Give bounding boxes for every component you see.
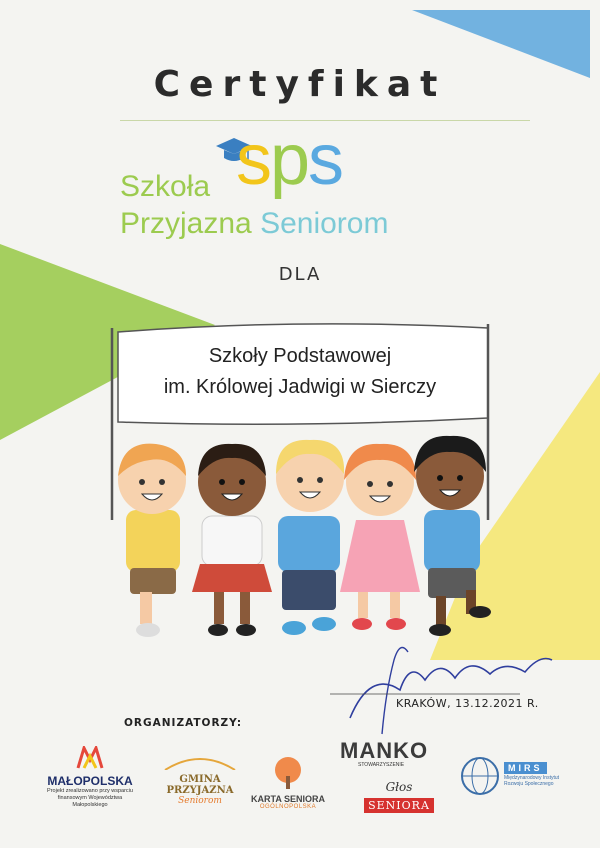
child-2 [192, 444, 272, 636]
malopolska-logo: MAŁOPOLSKA Projekt zrealizowano przy wsparciu finansowym Województwa Małopolskiego [36, 746, 144, 809]
mirs-logo: MIRS Międzynarodowy Instytut Rozwoju Społecznego [460, 756, 580, 787]
signature [330, 630, 560, 740]
recipient-line-1: Szkoły Podstawowej [208, 345, 392, 367]
sunrise-icon [155, 752, 245, 770]
child-5 [414, 436, 491, 636]
glos-seniora-logo: Głos SENIORA [354, 780, 444, 813]
gmina-przyjazna-logo: GMINA PRZYJAZNA Seniorom [150, 752, 250, 806]
logo-szkola: Szkoła [120, 170, 211, 203]
logo-przyjazna-seniorom: Przyjazna Seniorom [120, 207, 389, 240]
child-4 [340, 444, 420, 630]
tree-icon [268, 756, 308, 790]
for-label: DLA [278, 264, 322, 285]
child-3 [276, 440, 344, 635]
karta-seniora-logo: KARTA SENIORA OGÓLNOPOLSKA [248, 756, 328, 810]
place-and-date: KRAKÓW, 13.12.2021 R. [396, 697, 539, 710]
child-1 [118, 444, 186, 637]
recipient-line-2: im. Królowej Jadwigi w Sierczy [163, 376, 437, 398]
malopolska-m-icon [76, 746, 104, 770]
sps-acronym: sps [236, 120, 343, 200]
certificate-title: Certyfikat [153, 64, 447, 105]
manko-logo: MANKO STOWARZYSZENIE [340, 738, 429, 768]
children-illustration [100, 420, 500, 650]
organizers-label: ORGANIZATORZY: [124, 717, 243, 729]
globe-icon [460, 756, 500, 796]
